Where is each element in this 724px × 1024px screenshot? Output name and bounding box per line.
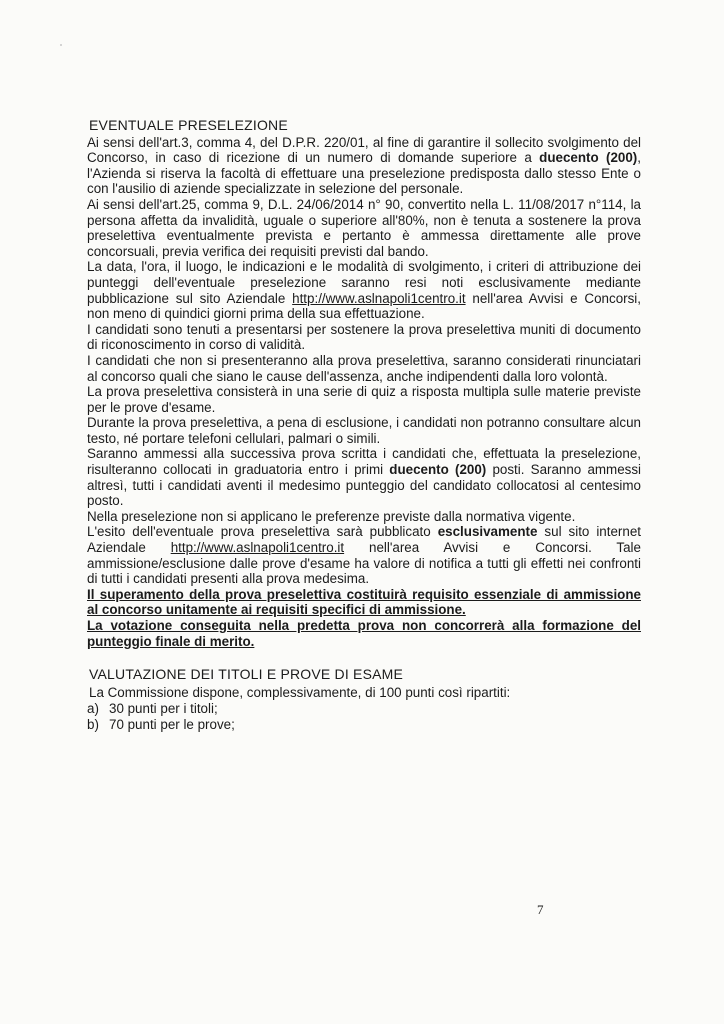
emphasis-paragraph: Il superamento della prova preselettiva costituirà requisito essenziale di ammissione al concorso unitamente ai requisiti specifici di ammissione. bbox=[87, 586, 641, 618]
paragraph bbox=[87, 524, 641, 586]
list-marker: b) bbox=[87, 716, 99, 732]
paragraph: Durante la prova preselettiva, a pena di esclusione, i candidati non potranno consultare alcun testo, né portare telefoni cellulari, palmari o simili. bbox=[87, 415, 641, 446]
list-item-text: 70 punti per le prove; bbox=[109, 716, 235, 732]
text-run: La data, l'ora, il luogo, le indicazioni e le modalità di svolgimento, i criteri di attribuzione dei punteggi dell'eventuale preselezione saranno resi noti esclusivamente mediante pubblicazione sul sito Aziendale bbox=[87, 259, 641, 306]
paragraph bbox=[87, 259, 641, 321]
paragraph: I candidati sono tenuti a presentarsi per sostenere la prova preselettiva muniti di documento di riconoscimento in corso di validità. bbox=[87, 321, 641, 353]
emphasis-paragraph: La votazione conseguita nella predetta prova non concorrerà alla formazione del punteggio finale di merito. bbox=[87, 618, 641, 649]
text-run: L'esito dell'eventuale prova preselettiva sarà pubblicato bbox=[87, 524, 438, 540]
text-run: , l'Azienda si riserva la facoltà di effettuare una preselezione predisposta dallo stesso Ente o con l'ausilio di aziende specializzate in selezione del personale. bbox=[87, 150, 641, 197]
paragraph: La prova preselettiva consisterà in una serie di quiz a risposta multipla sulle materie previste per le prove d'esame. bbox=[87, 384, 641, 415]
paragraph bbox=[87, 446, 641, 508]
text-run: nell'area Avvisi e Concorsi. Tale ammissione/esclusione dalle prove d'esame ha valore di notifica a tutti gli effetti nei confronti di tutti i candidati presenti alla prova medesima. bbox=[87, 540, 641, 587]
bold-text: esclusivamente bbox=[437, 524, 538, 540]
section-heading-preselezione: EVENTUALE PRESELEZIONE bbox=[89, 117, 288, 133]
text-run: Ai sensi dell'art.3, comma 4, del D.P.R. 220/01, al fine di garantire il sollecito svolgimento del Concorso, in caso di ricezione di un numero di domande superiore a bbox=[87, 134, 641, 166]
section-heading-valutazione: VALUTAZIONE DEI TITOLI E PROVE DI ESAME bbox=[89, 666, 404, 683]
website-link[interactable]: http://www.aslnapoli1centro.it bbox=[292, 290, 466, 306]
document-page bbox=[87, 118, 641, 733]
list-marker: a) bbox=[87, 701, 99, 717]
paragraph: Nella preselezione non si applicano le preferenze previste dalla normativa vigente. bbox=[87, 508, 576, 524]
bold-text: duecento (200) bbox=[539, 150, 638, 166]
website-link[interactable]: http://www.aslnapoli1centro.it bbox=[170, 540, 345, 556]
list-item bbox=[87, 701, 641, 717]
paragraph: I candidati che non si presenteranno alla prova preselettiva, saranno considerati rinunciatari al concorso quali che siano le cause dell'assenza, anche indipendenti dalla loro volontà. bbox=[87, 352, 641, 384]
text-run: Saranno ammessi alla successiva prova scritta i candidati che, effettuata la preselezione, risulteranno collocati in graduatoria entro i primi bbox=[87, 446, 641, 478]
text-run: nell'area Avvisi e Concorsi, non meno di quindici giorni prima della sua effettuazione. bbox=[87, 290, 641, 322]
points-list bbox=[87, 701, 641, 732]
text-run: sul sito internet Aziendale bbox=[87, 524, 641, 556]
list-item-text: 30 punti per i titoli; bbox=[109, 701, 218, 717]
paragraph bbox=[87, 135, 641, 197]
page-number: 7 bbox=[537, 902, 544, 917]
paragraph: La Commissione dispone, complessivamente, di 100 punti così ripartiti: bbox=[89, 684, 511, 700]
text-run: posti. Saranno ammessi altresì, tutti i candidati aventi il medesimo punteggio del candidato collocatosi al centesimo posto. bbox=[87, 462, 642, 509]
list-item bbox=[87, 717, 641, 733]
scan-speck bbox=[60, 44, 62, 46]
paragraph: Ai sensi dell'art.25, comma 9, D.L. 24/06/2014 n° 90, convertito nella L. 11/08/2017 n°114, la persona affetta da invalidità, uguale o superiore all'80%, non è tenuta a sostenere la prova preselettiva eventualmente prevista e pertanto è ammessa direttamente alle prove concorsuali, previa verifica dei requisiti previsti dal bando. bbox=[87, 196, 641, 259]
bold-text: duecento (200) bbox=[389, 462, 487, 478]
